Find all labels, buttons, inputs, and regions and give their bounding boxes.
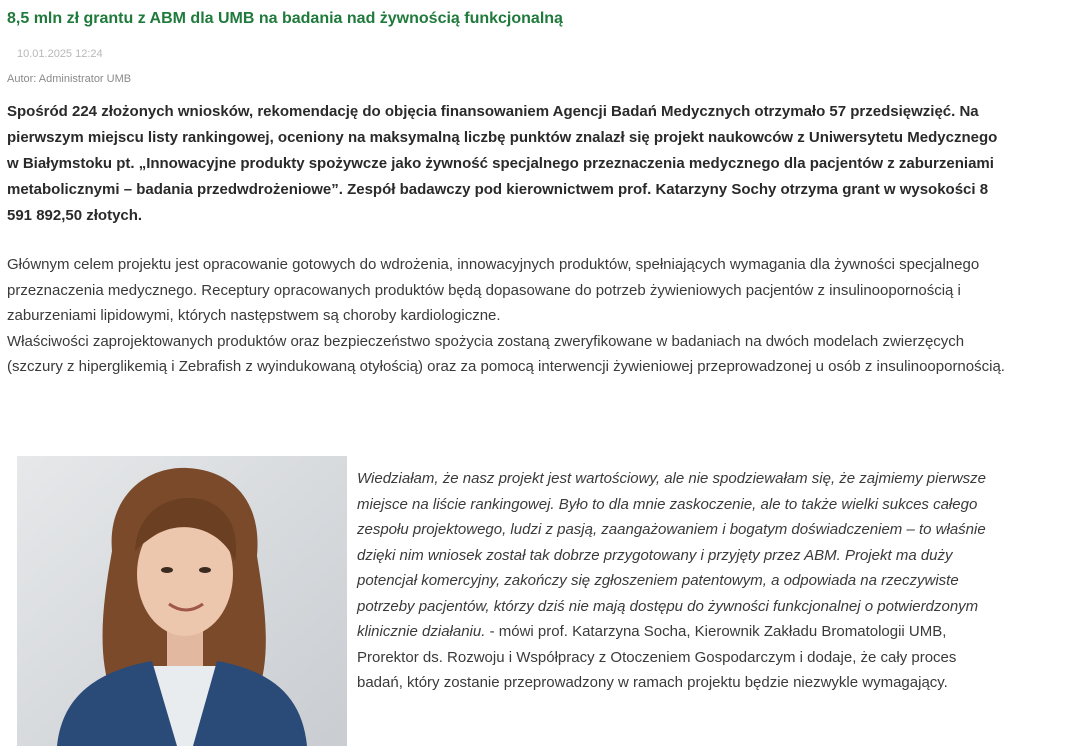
quote-attribution: - mówi prof. Katarzyna Socha, Kierownik Zakładu Bromatologii UMB, Prorektor ds. Rozwoju i Współpracy z Otoczeniem Gospodarczym i dodaje, że cały proces badań, który zostanie przeprowadzony w ramach projektu będzie niezwykle wymagający. (357, 623, 957, 691)
article-lead: Spośród 224 złożonych wniosków, rekomendację do objęcia finansowaniem Agencji Badań Medycznych otrzymało 57 przedsięwzięć. Na pierwszym miejscu listy rankingowej, oceniony na maksymalną liczbę punktów znalazł się projekt naukowców z Uniwersytetu Medycznego w Białymstoku pt. „Innowacyjne produkty spożywcze jako żywność specjalnego przeznaczenia medycznego dla pacjentów z zaburzeniami metabolicznymi – badania przedwdrożeniowe”. Zespół badawczy pod kierownictwem prof. Katarzyny Sochy otrzyma grant w wysokości 8 591 892,50 złotych. (7, 103, 998, 224)
article-date: 10.01.2025 12:24 (17, 48, 103, 60)
quote-text: Wiedziałam, że nasz projekt jest wartościowy, ale nie spodziewałam się, że zajmiemy pierwsze miejsce na liście rankingowej. Było to dla mnie zaskoczenie, ale to także wielki sukces całego zespołu projektowego, ludzi z pasją, zaangażowaniem i bogatym doświadczeniem – to właśnie dzięki nim wniosek został tak dobrze przygotowany i przyjęty przez ABM. Projekt ma duży potencjał komercyjny, zakończy się zgłoszeniem patentowym, a odpowiada na rzeczywiste potrzeby pacjentów, którzy dziś nie mają dostępu do żywności funkcjonalnej o potwierdzonym klinicznie działaniu. (357, 470, 986, 640)
body-paragraph-2: Właściwości zaprojektowanych produktów oraz bezpieczeństwo spożycia zostaną zweryfikowane w badaniach na dwóch modelach zwierzęcych (szczury z hiperglikemią i Zebrafish z wyindukowaną otyłością) oraz za pomocą interwencji żywieniowej przeprowadzonej u osób z insulinoopornością. (7, 332, 1005, 375)
article-author: Autor: Administrator UMB (7, 73, 132, 85)
quote-block (357, 466, 997, 696)
article-title: 8,5 mln zł grantu z ABM dla UMB na badania nad żywnością funkcjonalną (7, 10, 563, 27)
portrait-illustration (17, 456, 347, 746)
portrait-photo (17, 456, 347, 746)
body-paragraph-1: Głównym celem projektu jest opracowanie gotowych do wdrożenia, innowacyjnych produktów, spełniających wymagania dla żywności specjalnego przeznaczenia medycznego. Receptury opracowanych produktów będą dopasowane do potrzeb żywieniowych pacjentów z insulinoopornością i zaburzeniami lipidowymi, których następstwem są choroby kardiologiczne. (7, 256, 980, 324)
article-body (7, 252, 1007, 380)
